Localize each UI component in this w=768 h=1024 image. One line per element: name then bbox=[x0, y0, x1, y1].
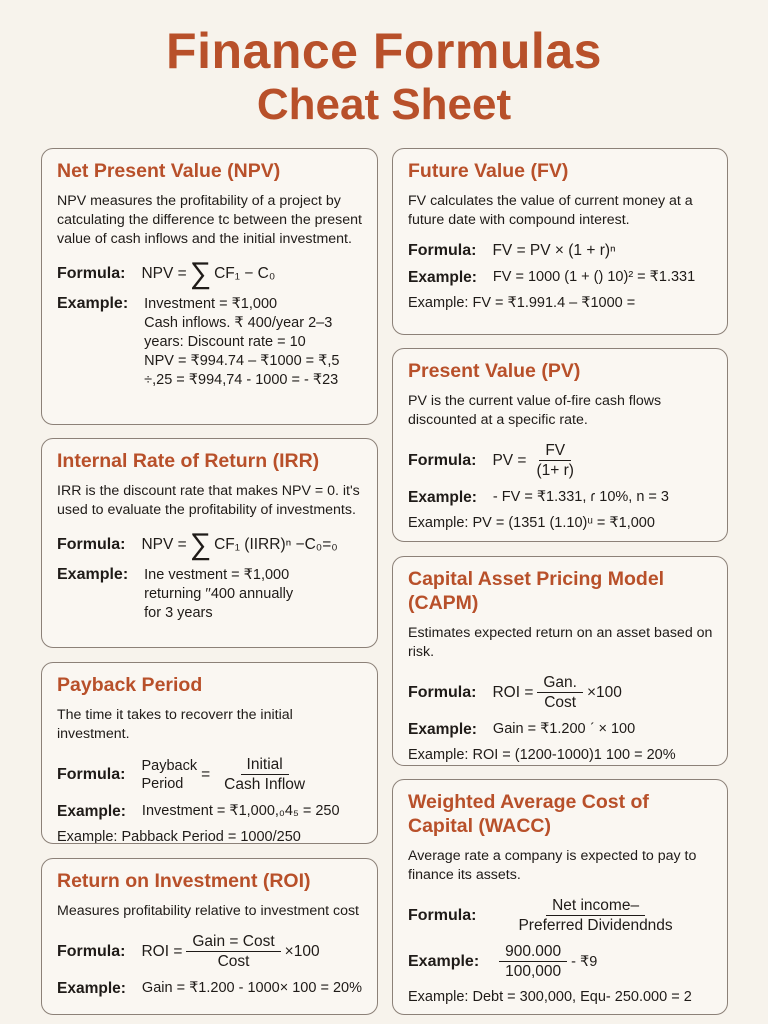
npv-formula bbox=[57, 257, 363, 290]
formula-lhs: NPV = bbox=[141, 265, 187, 282]
roi-title: Return on Investment (ROI) bbox=[57, 870, 311, 892]
wacc-card bbox=[392, 779, 728, 1015]
roi-example bbox=[57, 979, 363, 998]
fv-example bbox=[408, 268, 713, 287]
example-label: Example: bbox=[408, 953, 480, 970]
pv-example-line: Example: PV = (1351 (1.10)ᵘ = ₹1,000 bbox=[408, 515, 655, 531]
fv-formula bbox=[408, 242, 713, 260]
formula-label: Formula: bbox=[408, 452, 477, 469]
formula-lhs: PV = bbox=[492, 452, 527, 469]
wacc-fraction bbox=[512, 897, 678, 935]
wacc-description: Average rate a company is expected to pay to finance its assets. bbox=[408, 848, 697, 883]
formula-lhs: Payback Period bbox=[141, 758, 198, 792]
fraction-numerator: Net income– bbox=[546, 897, 645, 916]
capm-example bbox=[408, 720, 713, 739]
npv-example-text: Investment = ₹1,000 Cash inflows. ₹ 400/year 2–3 years: Discount rate = 10 NPV = ₹994.74 – ₹1000 = ₹,5 ÷,25 = ₹994,74 - 1000 = - ₹23 bbox=[144, 296, 340, 388]
payback-title: Payback Period bbox=[57, 674, 203, 696]
example-label: Example: bbox=[408, 720, 477, 738]
example-label: Example: bbox=[408, 488, 477, 506]
formula-tail: ×100 bbox=[586, 684, 622, 701]
fraction-numerator: Initial bbox=[241, 756, 289, 775]
npv-title: Net Present Value (NPV) bbox=[57, 160, 281, 182]
capm-description: Estimates expected return on an asset based on risk. bbox=[408, 625, 713, 660]
formula-label: Formula: bbox=[57, 766, 126, 783]
payback-formula bbox=[57, 756, 363, 794]
fraction-denominator: Cost bbox=[217, 953, 250, 970]
fraction-denominator: (1+ r) bbox=[536, 462, 574, 479]
pv-description: PV is the current value of-fire cash flows discounted at a specific rate. bbox=[408, 393, 662, 428]
fv-description: FV calculates the value of current money at a future date with compound interest. bbox=[408, 193, 693, 228]
pv-fraction bbox=[531, 442, 580, 480]
capm-card bbox=[392, 556, 728, 766]
capm-title: Capital Asset Pricing Model (CAPM) bbox=[408, 568, 665, 614]
payback-example-line: Example: Pabback Period = 1000/250 bbox=[57, 829, 301, 844]
irr-formula bbox=[57, 528, 363, 561]
formula-rhs: CF₁ − C₀ bbox=[214, 265, 276, 282]
roi-description: Measures profitability relative to investment cost bbox=[57, 903, 360, 919]
payback-example bbox=[57, 802, 363, 821]
formula-label: Formula: bbox=[408, 907, 477, 924]
formula-label: Formula: bbox=[408, 242, 477, 259]
fraction-denominator: 100,000 bbox=[505, 963, 562, 980]
formula-label: Formula: bbox=[57, 536, 126, 553]
fraction-denominator: Cash Inflow bbox=[224, 776, 306, 793]
fraction-numerator: FV bbox=[539, 442, 571, 461]
pv-card bbox=[392, 348, 728, 542]
page-title: Finance Formulas bbox=[166, 23, 602, 79]
irr-title: Internal Rate of Return (IRR) bbox=[57, 450, 320, 472]
capm-formula bbox=[408, 674, 713, 712]
example-label: Example: bbox=[408, 268, 477, 286]
fraction-denominator: Cost bbox=[544, 694, 577, 711]
wacc-example bbox=[408, 943, 713, 981]
capm-fraction bbox=[537, 674, 583, 712]
formula-lhs: ROI = bbox=[492, 684, 534, 701]
example-label: Example: bbox=[57, 295, 129, 312]
pv-title: Present Value (PV) bbox=[408, 360, 581, 382]
formula-lhs: NPV = bbox=[141, 536, 187, 553]
capm-example-text: Gain = ₹1.200 ˊ × 100 bbox=[492, 721, 636, 737]
pv-example-text: - FV = ₹1.331, ɾ 10%, n = 3 bbox=[492, 489, 669, 505]
roi-example-text: Gain = ₹1.200 - 1000× 100 = 20% bbox=[141, 980, 362, 996]
payback-description: The time it takes to recoverr the initial investment. bbox=[57, 707, 293, 742]
npv-card bbox=[41, 148, 378, 425]
npv-description: NPV measures the profitability of a project by catculating the difference tc between the present value of cash inflows and the initial investment. bbox=[57, 193, 362, 247]
irr-description: IRR is the discount rate that makes NPV = 0. it's used to evaluate the profitability of investments. bbox=[57, 483, 360, 518]
fraction-numerator: 900.000 bbox=[499, 943, 567, 962]
roi-card bbox=[41, 858, 378, 1015]
irr-example-text: Ine vestment = ₹1,000 returning ′′400 annually for 3 years bbox=[144, 567, 294, 621]
formula-lhs: ROI = bbox=[141, 943, 183, 960]
formula-label: Formula: bbox=[408, 684, 477, 701]
formula-label: Formula: bbox=[57, 265, 126, 282]
roi-fraction bbox=[186, 933, 280, 971]
fraction-numerator: Gain = Cost bbox=[186, 933, 280, 952]
example-label: Example: bbox=[57, 566, 129, 583]
wacc-example-line: Example: Debt = 300,000, Equ- 250.000 = 2 bbox=[408, 989, 692, 1005]
fv-card bbox=[392, 148, 728, 335]
payback-example-text: Investment = ₹1,000,₀4₅ = 250 bbox=[141, 803, 340, 819]
example-label: Example: bbox=[57, 802, 126, 820]
fv-formula-text: FV = PV × (1 + r)ⁿ bbox=[492, 242, 616, 259]
sigma-symbol: ∑ bbox=[189, 528, 212, 561]
wacc-title: Weighted Average Cost of Capital (WACC) bbox=[408, 791, 649, 837]
fv-example-line: Example: FV = ₹1.991.4 – ₹1000 = bbox=[408, 295, 636, 311]
formula-label: Formula: bbox=[57, 943, 126, 960]
capm-example-line: Example: ROI = (1200-1000)1 100 = 20% bbox=[408, 747, 676, 763]
pv-formula bbox=[408, 442, 713, 480]
page-subtitle: Cheat Sheet bbox=[256, 80, 512, 129]
roi-formula bbox=[57, 933, 363, 971]
payback-card bbox=[41, 662, 378, 844]
irr-card bbox=[41, 438, 378, 648]
formula-tail: ×100 bbox=[284, 943, 320, 960]
formula-rhs: CF₁ (IIRR)ⁿ −C₀=₀ bbox=[214, 536, 338, 553]
fv-title: Future Value (FV) bbox=[408, 160, 569, 182]
fraction-denominator: Preferred Dividendnds bbox=[518, 917, 673, 934]
pv-example bbox=[408, 488, 713, 507]
wacc-formula bbox=[408, 897, 713, 935]
fv-example-text: FV = 1000 (1 + () 10)² = ₹1.331 bbox=[492, 269, 696, 285]
irr-example bbox=[57, 566, 363, 623]
payback-fraction bbox=[218, 756, 311, 794]
npv-example bbox=[57, 295, 363, 390]
sigma-symbol: ∑ bbox=[189, 257, 212, 290]
fraction-numerator: Gan. bbox=[537, 674, 583, 693]
example-label: Example: bbox=[57, 979, 126, 997]
wacc-example-tail: - ₹9 bbox=[571, 953, 598, 970]
equals-sign: = bbox=[201, 766, 211, 783]
wacc-example-fraction bbox=[499, 943, 567, 981]
